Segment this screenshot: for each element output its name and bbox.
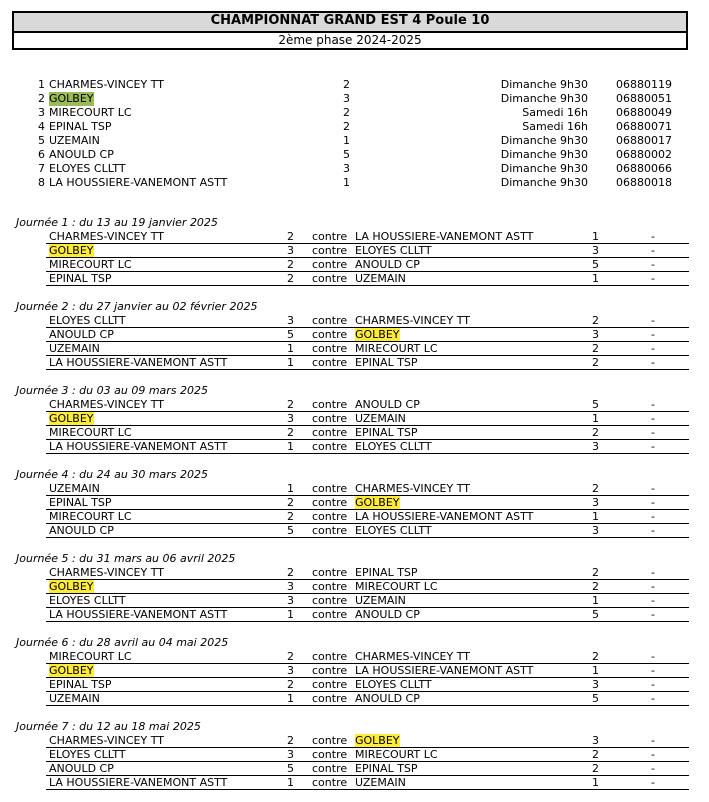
versus-label: contre (312, 524, 348, 537)
round-title: Journée 1 : du 13 au 19 janvier 2025 (16, 216, 218, 229)
away-team: EPINAL TSP (355, 762, 418, 775)
match-score: - (651, 524, 655, 537)
away-points: 3 (592, 328, 599, 341)
home-team: LA HOUSSIERE-VANEMONT ASTT (49, 608, 228, 621)
team-name: MIRECOURT LC (49, 106, 132, 119)
versus-label: contre (312, 692, 348, 705)
away-team: ANOULD CP (355, 608, 420, 621)
team-code: 06880119 (616, 78, 672, 91)
away-team: ELOYES CLLTT (355, 524, 432, 537)
round-title: Journée 4 : du 24 au 30 mars 2025 (16, 468, 209, 481)
home-points: 1 (287, 692, 294, 705)
home-team: GOLBEY (49, 664, 94, 677)
away-points: 5 (592, 258, 599, 271)
home-team: CHARMES-VINCEY TT (49, 398, 164, 411)
standings-row (0, 148, 709, 162)
match-row (46, 594, 689, 608)
home-team: EPINAL TSP (49, 678, 112, 691)
match-row (46, 230, 689, 244)
away-team: ANOULD CP (355, 692, 420, 705)
home-team: GOLBEY (49, 244, 94, 257)
home-points: 2 (287, 734, 294, 747)
home-points: 2 (287, 398, 294, 411)
team-points: 1 (343, 134, 350, 147)
home-points: 1 (287, 440, 294, 453)
away-team: UZEMAIN (355, 412, 406, 425)
home-team: CHARMES-VINCEY TT (49, 734, 164, 747)
away-team: ELOYES CLLTT (355, 440, 432, 453)
home-points: 3 (287, 664, 294, 677)
versus-label: contre (312, 356, 348, 369)
away-points: 3 (592, 678, 599, 691)
versus-label: contre (312, 580, 348, 593)
home-team: MIRECOURT LC (49, 258, 132, 271)
match-score: - (651, 482, 655, 495)
home-points: 3 (287, 314, 294, 327)
away-points: 3 (592, 524, 599, 537)
match-row (46, 692, 689, 706)
page-title: CHAMPIONNAT GRAND EST 4 Poule 10 (14, 13, 686, 33)
away-points: 1 (592, 664, 599, 677)
home-team: GOLBEY (49, 580, 94, 593)
match-row (46, 314, 689, 328)
away-team: CHARMES-VINCEY TT (355, 650, 470, 663)
match-score: - (651, 440, 655, 453)
away-team: CHARMES-VINCEY TT (355, 482, 470, 495)
home-points: 2 (287, 230, 294, 243)
home-points: 2 (287, 566, 294, 579)
home-team: EPINAL TSP (49, 496, 112, 509)
away-points: 5 (592, 398, 599, 411)
home-points: 2 (287, 272, 294, 285)
match-score: - (651, 650, 655, 663)
round-title: Journée 2 : du 27 janvier au 02 février 2025 (16, 300, 258, 313)
team-play-time: Dimanche 9h30 (500, 134, 588, 147)
home-points: 1 (287, 342, 294, 355)
match-score: - (651, 230, 655, 243)
versus-label: contre (312, 650, 348, 663)
away-points: 2 (592, 426, 599, 439)
round-block (0, 636, 709, 708)
away-team: ANOULD CP (355, 398, 420, 411)
versus-label: contre (312, 412, 348, 425)
home-points: 3 (287, 748, 294, 761)
home-team: UZEMAIN (49, 692, 100, 705)
versus-label: contre (312, 510, 348, 523)
header-box (12, 11, 688, 50)
team-play-time: Dimanche 9h30 (500, 162, 588, 175)
round-title: Journée 7 : du 12 au 18 mai 2025 (16, 720, 201, 733)
home-points: 1 (287, 608, 294, 621)
match-row (46, 482, 689, 496)
versus-label: contre (312, 314, 348, 327)
home-team: UZEMAIN (49, 482, 100, 495)
standings-row (0, 92, 709, 106)
versus-label: contre (312, 762, 348, 775)
away-points: 2 (592, 342, 599, 355)
team-name: CHARMES-VINCEY TT (49, 78, 164, 91)
match-score: - (651, 412, 655, 425)
team-rank: 7 (38, 162, 45, 175)
home-team: ELOYES CLLTT (49, 594, 126, 607)
home-team: ELOYES CLLTT (49, 748, 126, 761)
away-points: 3 (592, 496, 599, 509)
home-points: 3 (287, 594, 294, 607)
match-row (46, 748, 689, 762)
match-score: - (651, 678, 655, 691)
match-score: - (651, 748, 655, 761)
match-row (46, 734, 689, 748)
match-score: - (651, 608, 655, 621)
team-points: 3 (343, 162, 350, 175)
team-play-time: Dimanche 9h30 (500, 92, 588, 105)
round-title: Journée 5 : du 31 mars au 06 avril 2025 (16, 552, 236, 565)
team-points: 2 (343, 120, 350, 133)
away-team: UZEMAIN (355, 776, 406, 789)
team-points: 1 (343, 176, 350, 189)
match-row (46, 524, 689, 538)
home-points: 1 (287, 482, 294, 495)
away-points: 1 (592, 272, 599, 285)
team-name: GOLBEY (49, 92, 94, 105)
round-block (0, 216, 709, 288)
away-points: 5 (592, 692, 599, 705)
home-team: UZEMAIN (49, 342, 100, 355)
standings-list (0, 78, 709, 190)
match-score: - (651, 594, 655, 607)
away-team: UZEMAIN (355, 594, 406, 607)
round-block (0, 384, 709, 456)
home-team: CHARMES-VINCEY TT (49, 566, 164, 579)
away-team: ELOYES CLLTT (355, 244, 432, 257)
standings-row (0, 120, 709, 134)
team-play-time: Samedi 16h (522, 120, 588, 133)
match-score: - (651, 580, 655, 593)
away-points: 2 (592, 482, 599, 495)
versus-label: contre (312, 258, 348, 271)
away-points: 2 (592, 650, 599, 663)
match-row (46, 440, 689, 454)
away-team: MIRECOURT LC (355, 342, 438, 355)
team-play-time: Dimanche 9h30 (500, 148, 588, 161)
away-team: UZEMAIN (355, 272, 406, 285)
versus-label: contre (312, 440, 348, 453)
home-team: MIRECOURT LC (49, 510, 132, 523)
team-play-time: Dimanche 9h30 (500, 176, 588, 189)
away-team: LA HOUSSIERE-VANEMONT ASTT (355, 230, 534, 243)
match-score: - (651, 566, 655, 579)
home-team: GOLBEY (49, 412, 94, 425)
home-team: MIRECOURT LC (49, 426, 132, 439)
versus-label: contre (312, 244, 348, 257)
team-code: 06880002 (616, 148, 672, 161)
team-points: 5 (343, 148, 350, 161)
team-points: 2 (343, 78, 350, 91)
team-code: 06880071 (616, 120, 672, 133)
home-team: ELOYES CLLTT (49, 314, 126, 327)
away-points: 3 (592, 244, 599, 257)
team-code: 06880051 (616, 92, 672, 105)
team-code: 06880066 (616, 162, 672, 175)
away-team: CHARMES-VINCEY TT (355, 314, 470, 327)
versus-label: contre (312, 230, 348, 243)
team-name: ELOYES CLLTT (49, 162, 126, 175)
match-score: - (651, 272, 655, 285)
team-rank: 1 (38, 78, 45, 91)
away-team: MIRECOURT LC (355, 580, 438, 593)
away-points: 1 (592, 412, 599, 425)
home-team: LA HOUSSIERE-VANEMONT ASTT (49, 356, 228, 369)
away-team: ANOULD CP (355, 258, 420, 271)
home-points: 5 (287, 328, 294, 341)
round-block (0, 300, 709, 372)
match-score: - (651, 762, 655, 775)
away-team: ELOYES CLLTT (355, 678, 432, 691)
team-code: 06880018 (616, 176, 672, 189)
home-team: ANOULD CP (49, 524, 114, 537)
away-team: EPINAL TSP (355, 356, 418, 369)
match-row (46, 664, 689, 678)
team-play-time: Samedi 16h (522, 106, 588, 119)
standings-row (0, 106, 709, 120)
away-points: 3 (592, 440, 599, 453)
round-block (0, 468, 709, 540)
home-team: LA HOUSSIERE-VANEMONT ASTT (49, 776, 228, 789)
match-row (46, 496, 689, 510)
home-points: 3 (287, 580, 294, 593)
team-name: UZEMAIN (49, 134, 100, 147)
away-team: LA HOUSSIERE-VANEMONT ASTT (355, 664, 534, 677)
round-title: Journée 3 : du 03 au 09 mars 2025 (16, 384, 209, 397)
team-name: LA HOUSSIERE-VANEMONT ASTT (49, 176, 228, 189)
match-row (46, 678, 689, 692)
home-points: 2 (287, 650, 294, 663)
home-points: 3 (287, 244, 294, 257)
versus-label: contre (312, 748, 348, 761)
home-points: 2 (287, 426, 294, 439)
team-rank: 2 (38, 92, 45, 105)
match-row (46, 426, 689, 440)
away-points: 2 (592, 580, 599, 593)
match-row (46, 580, 689, 594)
match-row (46, 510, 689, 524)
home-points: 1 (287, 776, 294, 789)
match-score: - (651, 664, 655, 677)
match-score: - (651, 510, 655, 523)
match-score: - (651, 258, 655, 271)
away-team: GOLBEY (355, 496, 400, 509)
home-points: 3 (287, 412, 294, 425)
match-row (46, 244, 689, 258)
match-row (46, 398, 689, 412)
versus-label: contre (312, 608, 348, 621)
versus-label: contre (312, 734, 348, 747)
versus-label: contre (312, 398, 348, 411)
match-row (46, 608, 689, 622)
home-points: 2 (287, 496, 294, 509)
round-block (0, 720, 709, 792)
versus-label: contre (312, 482, 348, 495)
match-score: - (651, 692, 655, 705)
standings-row (0, 78, 709, 92)
away-points: 2 (592, 762, 599, 775)
match-score: - (651, 314, 655, 327)
round-title: Journée 6 : du 28 avril au 04 mai 2025 (16, 636, 229, 649)
match-row (46, 342, 689, 356)
home-points: 1 (287, 356, 294, 369)
match-score: - (651, 244, 655, 257)
away-points: 1 (592, 594, 599, 607)
team-points: 3 (343, 92, 350, 105)
home-team: ANOULD CP (49, 762, 114, 775)
away-team: GOLBEY (355, 734, 400, 747)
home-points: 5 (287, 762, 294, 775)
home-team: EPINAL TSP (49, 272, 112, 285)
home-points: 2 (287, 258, 294, 271)
match-row (46, 258, 689, 272)
team-rank: 5 (38, 134, 45, 147)
versus-label: contre (312, 272, 348, 285)
versus-label: contre (312, 496, 348, 509)
match-row (46, 776, 689, 790)
home-team: ANOULD CP (49, 328, 114, 341)
away-points: 2 (592, 748, 599, 761)
away-points: 2 (592, 356, 599, 369)
versus-label: contre (312, 342, 348, 355)
home-points: 2 (287, 510, 294, 523)
away-points: 1 (592, 776, 599, 789)
match-row (46, 272, 689, 286)
match-score: - (651, 398, 655, 411)
match-score: - (651, 328, 655, 341)
away-team: GOLBEY (355, 328, 400, 341)
away-team: MIRECOURT LC (355, 748, 438, 761)
away-points: 2 (592, 314, 599, 327)
home-points: 2 (287, 678, 294, 691)
match-score: - (651, 426, 655, 439)
team-rank: 6 (38, 148, 45, 161)
match-row (46, 328, 689, 342)
versus-label: contre (312, 328, 348, 341)
team-rank: 8 (38, 176, 45, 189)
match-score: - (651, 342, 655, 355)
versus-label: contre (312, 426, 348, 439)
round-block (0, 552, 709, 624)
home-team: LA HOUSSIERE-VANEMONT ASTT (49, 440, 228, 453)
away-points: 1 (592, 230, 599, 243)
match-score: - (651, 776, 655, 789)
versus-label: contre (312, 678, 348, 691)
standings-row (0, 176, 709, 190)
match-score: - (651, 356, 655, 369)
page-subtitle: 2ème phase 2024-2025 (278, 33, 422, 47)
team-points: 2 (343, 106, 350, 119)
standings-row (0, 134, 709, 148)
match-row (46, 762, 689, 776)
home-points: 5 (287, 524, 294, 537)
match-score: - (651, 496, 655, 509)
match-row (46, 356, 689, 370)
match-row (46, 412, 689, 426)
versus-label: contre (312, 566, 348, 579)
away-points: 1 (592, 510, 599, 523)
match-row (46, 566, 689, 580)
match-row (46, 650, 689, 664)
team-rank: 3 (38, 106, 45, 119)
match-score: - (651, 734, 655, 747)
away-team: LA HOUSSIERE-VANEMONT ASTT (355, 510, 534, 523)
versus-label: contre (312, 776, 348, 789)
away-points: 5 (592, 608, 599, 621)
team-name: EPINAL TSP (49, 120, 112, 133)
versus-label: contre (312, 594, 348, 607)
versus-label: contre (312, 664, 348, 677)
team-rank: 4 (38, 120, 45, 133)
away-points: 3 (592, 734, 599, 747)
team-name: ANOULD CP (49, 148, 114, 161)
standings-row (0, 162, 709, 176)
away-team: EPINAL TSP (355, 566, 418, 579)
team-code: 06880049 (616, 106, 672, 119)
team-code: 06880017 (616, 134, 672, 147)
home-team: CHARMES-VINCEY TT (49, 230, 164, 243)
away-team: EPINAL TSP (355, 426, 418, 439)
home-team: MIRECOURT LC (49, 650, 132, 663)
team-play-time: Dimanche 9h30 (500, 78, 588, 91)
away-points: 2 (592, 566, 599, 579)
